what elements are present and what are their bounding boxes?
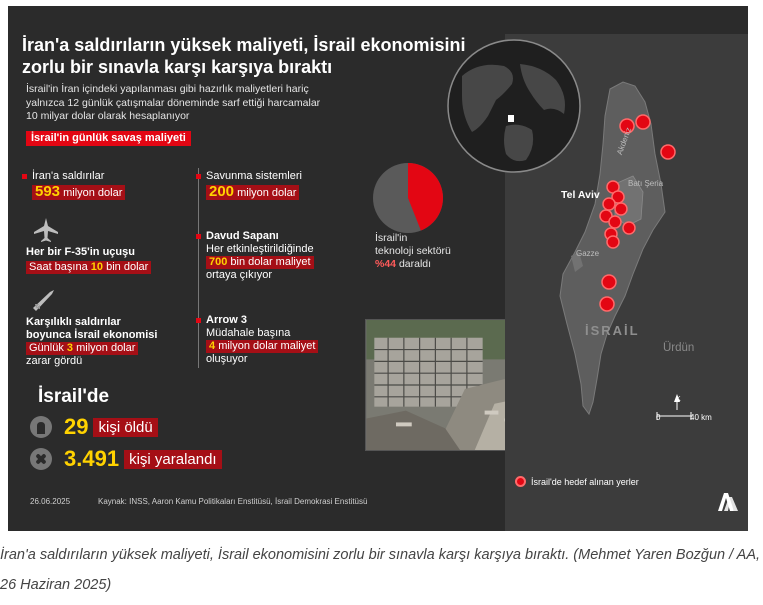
infographic [8,6,748,531]
stat-attacks-value: 593 milyon dolar [32,185,125,200]
map-label-akdeniz: Akdeniz [615,126,634,157]
bullet-square [22,174,27,179]
map-label-tel-aviv: Tel Aviv [561,189,600,201]
bandage-icon [30,448,52,470]
injured-text: kişi yaralandı [124,450,222,469]
target-marker-icon [515,476,526,487]
dead-count: 29 [64,414,89,439]
stat-attacks: İran'a saldırılar 593 milyon dolar [32,170,125,200]
column-divider [198,168,199,368]
section-title: İsrail'in günlük savaş maliyeti [26,131,191,146]
bullet-square [196,234,201,239]
stat-defense: Savunma sistemleri 200 milyon dolar [206,170,302,200]
scale-zero: 0 [656,413,661,422]
stat-defense-value: 200 milyon dolar [206,185,299,200]
fighter-jet-icon [32,216,60,244]
scale-km: 40 km [690,413,712,422]
stat-f35: Her bir F-35'in uçuşu Saat başına 10 bin dolar [26,246,151,274]
aa-logo [716,489,740,520]
map-label-bati-seria: Batı Şeria [628,179,664,188]
pie-label: İsrail'in teknoloji sektörü %44 daraldı [375,232,451,270]
casualties-heading: İsrail'de [38,386,110,407]
stat-davud-value: 700 bin dolar maliyet [206,256,314,269]
svg-text:AA: AA [728,519,730,520]
map-legend: İsrail'de hedef alınan yerler [515,476,639,487]
stat-f35-value: Saat başına 10 bin dolar [26,261,151,274]
stat-arrow: Arrow 3 Müdahale başına 4 milyon dolar maliyet oluşuyor [206,314,318,366]
stat-economy: Karşılıklı saldırılar boyunca İsrail ekonomisi Günlük 3 milyon dolar zarar gördü [26,316,158,367]
map-label-urdun: Ürdün [663,342,695,354]
injured-row [30,446,222,472]
dead-text: kişi öldü [93,418,157,437]
stat-davud: Davud Sapanı Her etkinleştirildiğinde 700 bin dolar maliyet ortaya çıkıyor [206,230,314,281]
bullet-square [196,174,201,179]
injured-count: 3.491 [64,446,120,471]
map-label-gazze: Gazze [576,249,600,258]
tech-sector-pie [371,161,445,235]
stat-economy-value: Günlük 3 milyon dolar [26,342,138,355]
map-label-israil: İSRAİL [585,323,640,338]
intro-text: İsrail'in İran içindeki yapılanması gibi hazırlık maliyetleri hariç yalnızca 12 günlük çatışmalar döneminde sarf ettiği harcamalar 10 milyar dolar olarak hesaplanıyor [26,83,321,122]
stat-arrow-value: 4 milyon dolar maliyet [206,340,318,353]
bullet-square [196,318,201,323]
figure-caption: İran'a saldırıların yüksek maliyeti, İsrail ekonomisini zorlu bir sınavla karşı karşıya bıraktı. (Mehmet Yaren Bozğun / AA, 26 Haziran 2025) [0,547,761,593]
north-label: K [676,396,681,403]
footer-source: Kaynak: INSS, Aaron Kamu Politikaları Enstitüsü, İsrail Demokrasi Enstitüsü [98,497,368,506]
dead-row [30,414,158,440]
infographic-title: İran'a saldırıların yüksek maliyeti, İsrail ekonomisini zorlu bir sınavla karşı karşıya bıraktı [22,35,466,77]
tombstone-icon [30,416,52,438]
footer-date: 26.06.2025 [30,497,71,506]
missile-icon [30,286,58,314]
globe-inset [444,36,584,176]
